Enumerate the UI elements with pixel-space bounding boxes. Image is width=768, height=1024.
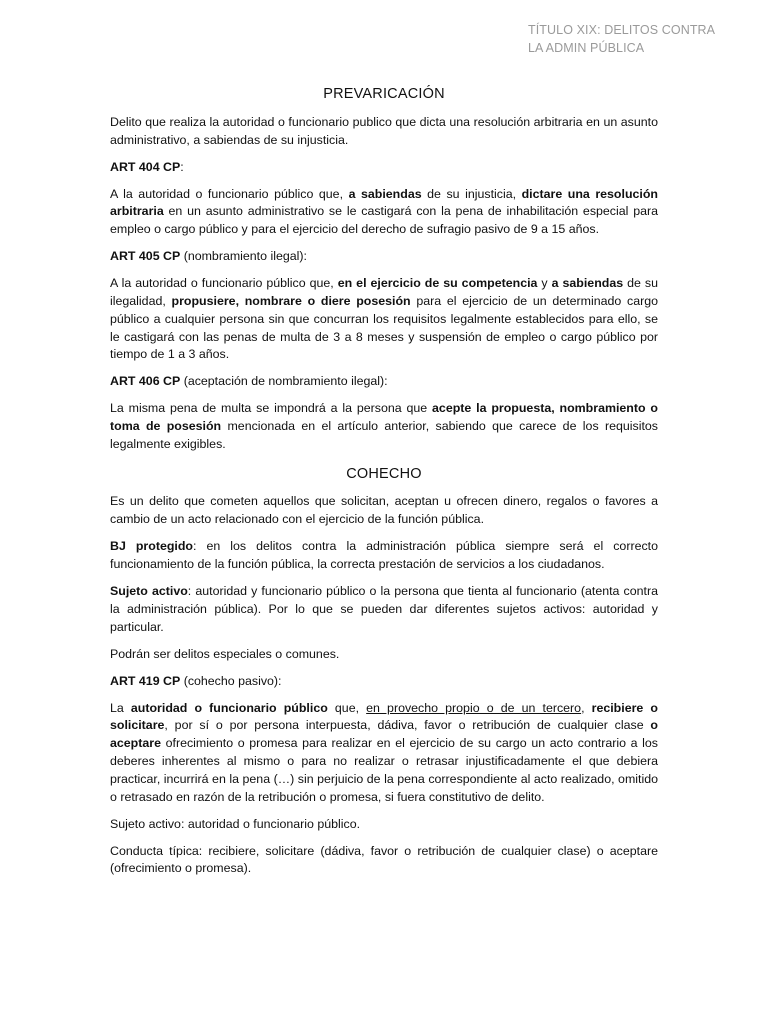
header-line-1: TÍTULO XIX: DELITOS CONTRA — [528, 23, 716, 37]
art-406-heading: ART 406 CP (aceptación de nombramiento ilegal): — [110, 374, 388, 389]
cohecho-intro: Es un delito que cometen aquellos que solicitan, aceptan u ofrecen dinero, regalos o favores a cambio de un acto relacionado con el ejercicio de la función pública. — [110, 494, 658, 527]
art-406-label: ART 406 CP — [110, 374, 181, 389]
section-title-cohecho: COHECHO — [346, 465, 422, 482]
art-405-heading: ART 405 CP (nombramiento ilegal): — [110, 249, 307, 264]
art-405-label: ART 405 CP — [110, 249, 181, 264]
art-406-text: La misma pena de multa se impondrá a la persona que acepte la propuesta, nombramiento o toma de posesión mencionada en el artículo anterior, sabiendo que carece de los requisitos legalmente exigibles. — [110, 401, 659, 451]
page-header — [528, 21, 748, 57]
art-419-text: La autoridad o funcionario público que, en provecho propio o de un tercero, recibiere o solicitare, por sí o por persona interpuesta, dádiva, favor o retribución de cualquier clase o aceptare ofrecimiento o promesa para realizar en el ejercicio de su cargo un acto contrario a los deberes inherentes al mismo o para no realizar o retrasar injustificadamente el que debiera practicar, incurrirá en la pena (…) sin perjuicio de la pena correspondiente al acto realizado, omitido o retrasado en razón de la retribución o promesa, si fuera constitutivo de delito. — [110, 700, 658, 804]
prevaricacion-intro: Delito que realiza la autoridad o funcionario publico que dicta una resolución arbitraria en un asunto administrativo, a sabiendas de su injusticia. — [110, 114, 658, 147]
art-405-text: A la autoridad o funcionario público que, en el ejercicio de su competencia y a sabiendas de su ilegalidad, propusiere, nombrare o diere posesión para el ejercicio de un determinado cargo público a cualquier persona sin que concurran los requisitos legalmente establecidos para ello, se le castigará con las penas de multa de 3 a 8 meses y suspensión de empleo o cargo público por tiempo de 1 a 3 años. — [110, 276, 658, 362]
art-404-text: A la autoridad o funcionario público que, a sabiendas de su injusticia, dictare una resolución arbitraria en un asunto administrativo se le castigará con la pena de inhabilitación especial para empleo o cargo público y para el ejercicio del derecho de sufragio pasivo de 9 a 15 años. — [110, 186, 658, 237]
art-404-label: ART 404 CP — [110, 159, 181, 174]
art-404-heading: ART 404 CP: — [110, 159, 184, 174]
art-419-label: ART 419 CP — [110, 673, 181, 688]
art-419-heading: ART 419 CP (cohecho pasivo): — [110, 673, 282, 688]
conducta-tipica-line: Conducta típica: recibiere, solicitare (dádiva, favor o retribución de cualquier clase) o aceptare (ofrecimiento o promesa). — [110, 843, 658, 876]
sujeto-activo-line: Sujeto activo: autoridad o funcionario público. — [110, 816, 361, 831]
sujeto-activo: Sujeto activo: autoridad y funcionario público o la persona que tienta al funcionario (atenta contra la administración pública). Por lo que se pueden dar diferentes sujetos activos: autoridad y particular. — [110, 584, 658, 634]
section-title-prevaricacion: PREVARICACIÓN — [323, 86, 445, 102]
document-body — [110, 86, 658, 887]
header-line-2: LA ADMIN PÚBLICA — [528, 41, 645, 55]
delitos-especiales: Podrán ser delitos especiales o comunes. — [110, 646, 340, 661]
bj-protegido: BJ protegido: en los delitos contra la administración pública siempre será el correcto funcionamiento de la función pública, la correcta prestación de servicios a los ciudadanos. — [110, 539, 658, 572]
